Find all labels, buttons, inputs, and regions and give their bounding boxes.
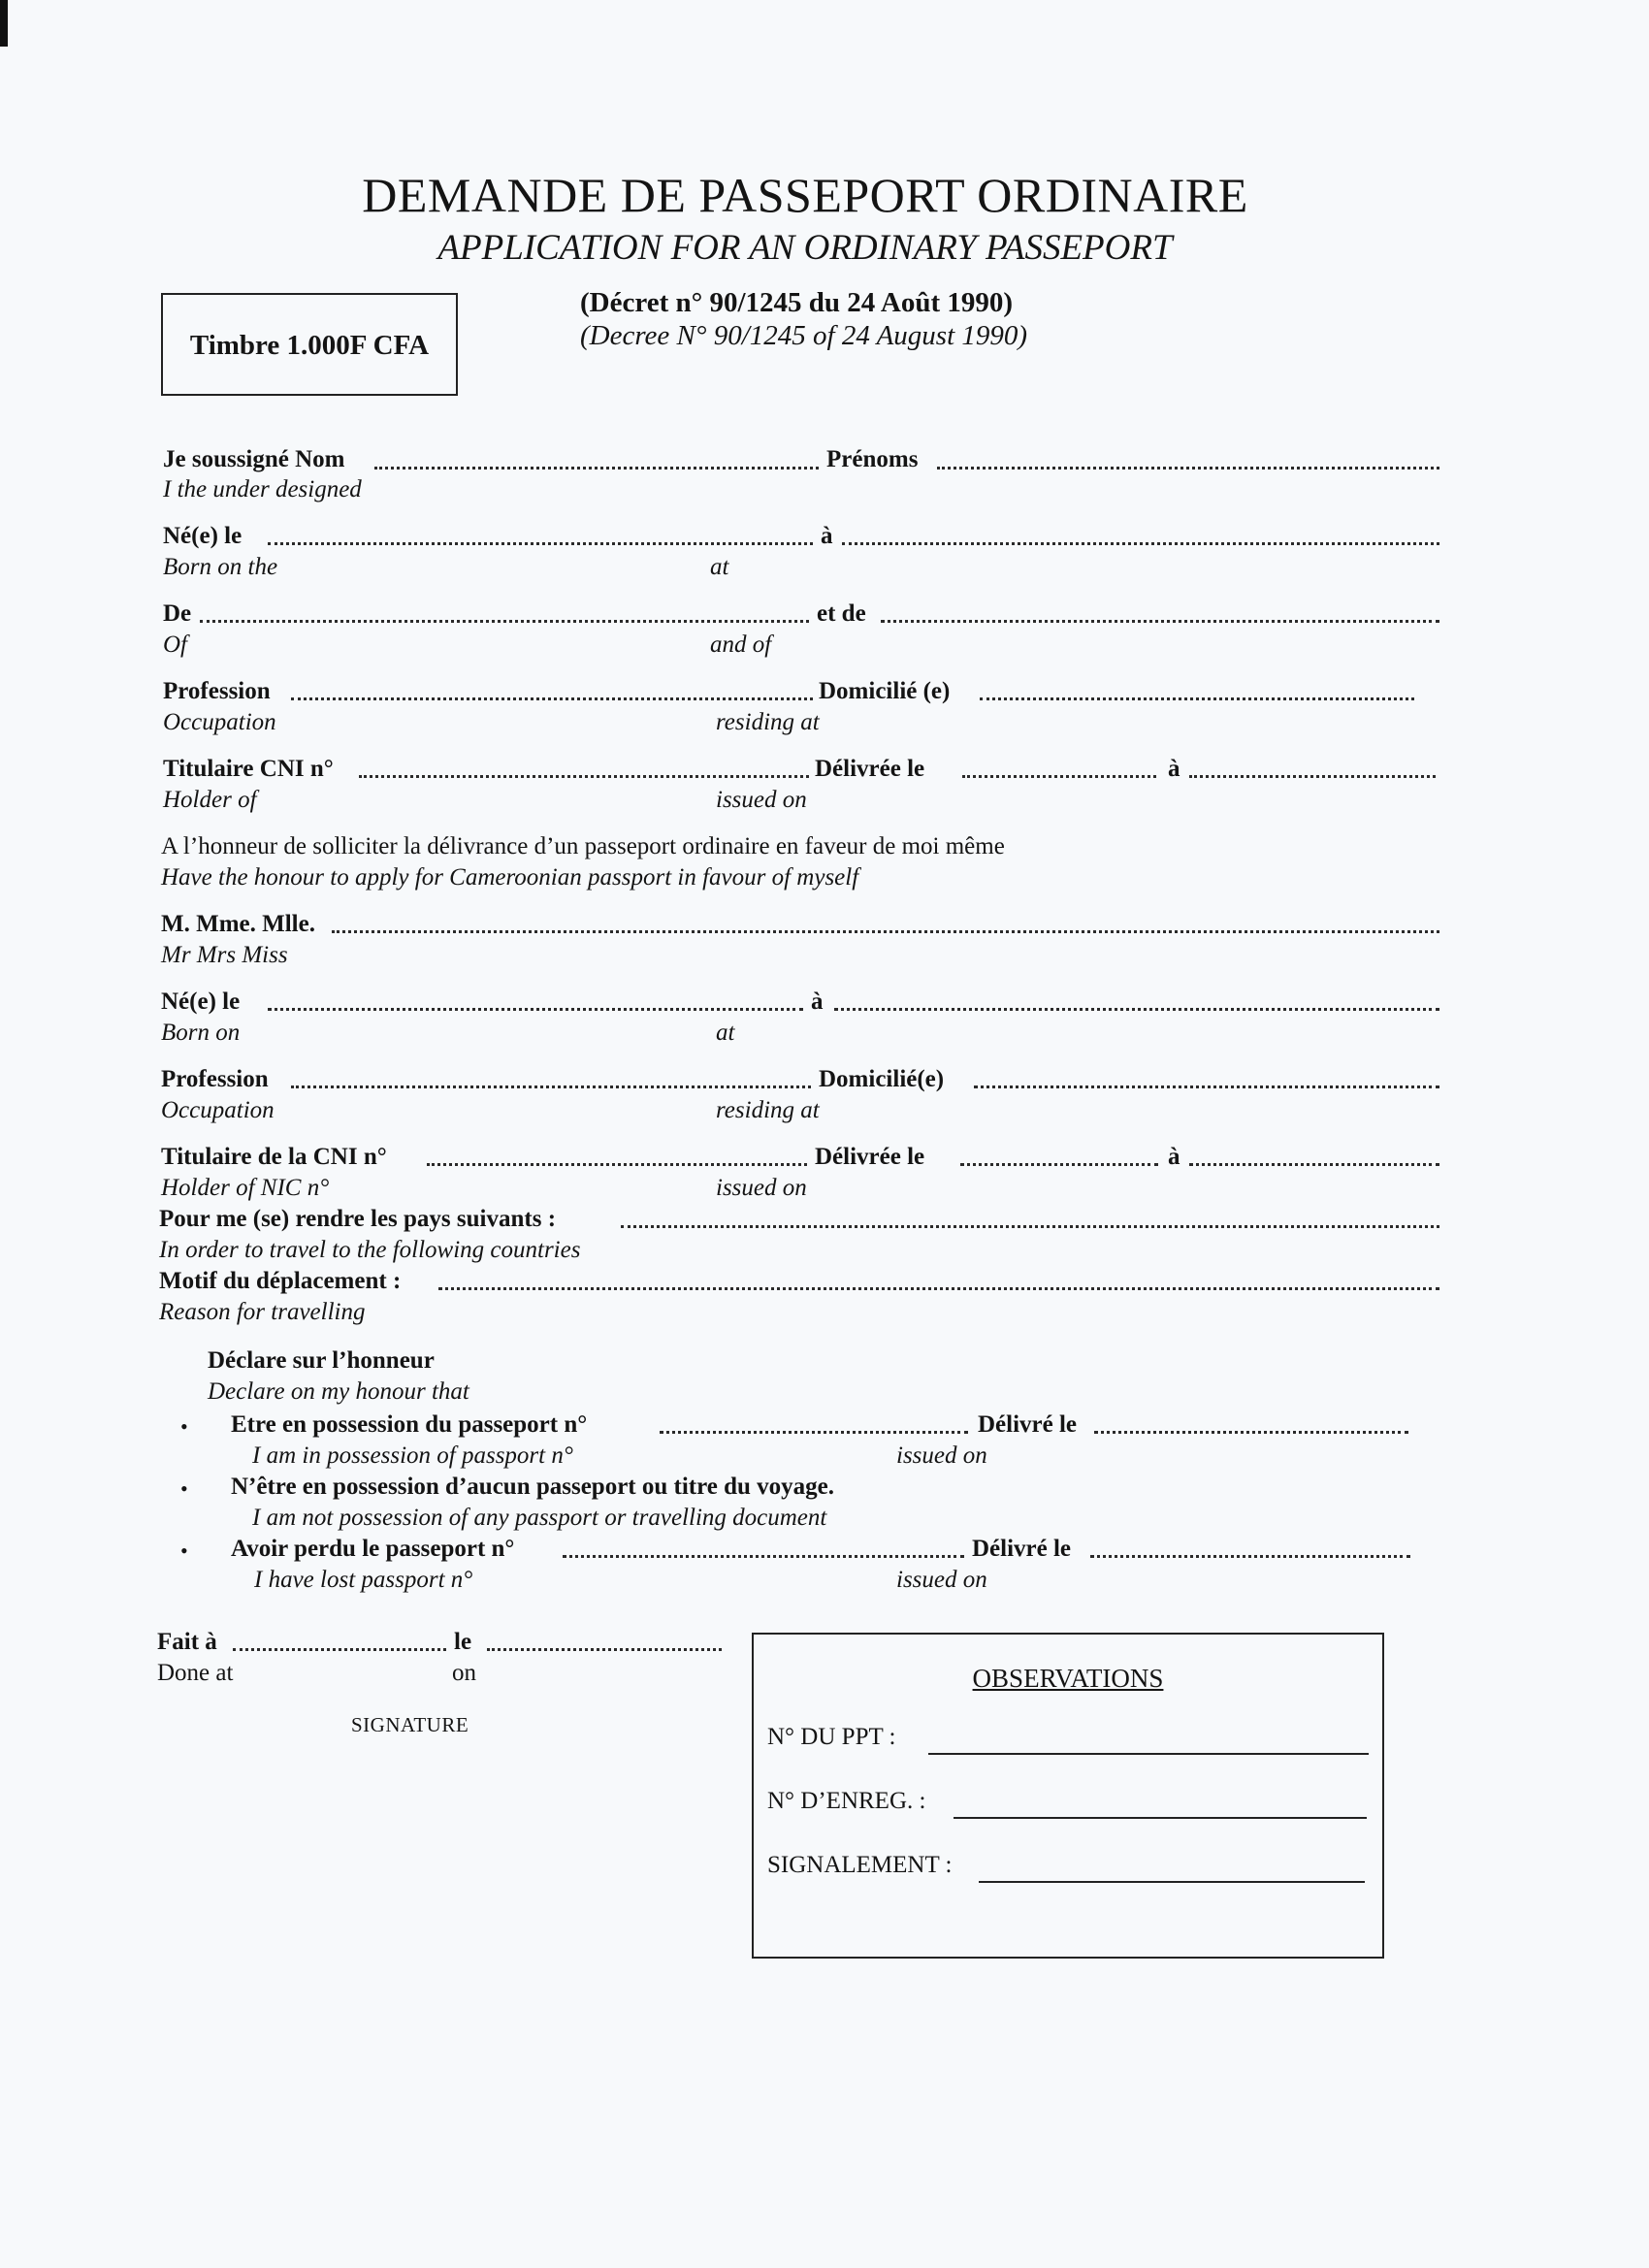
field-cni-issued-date[interactable] <box>962 775 1156 778</box>
label-beneficiary-cni: Titulaire de la CNI n° <box>161 1144 387 1170</box>
field-father[interactable] <box>200 620 809 623</box>
field-profession[interactable] <box>291 697 813 700</box>
label-beneficiary-domicile-en: residing at <box>716 1097 820 1123</box>
fiscal-stamp-box[interactable] <box>161 293 458 396</box>
label-cni-issued-en: issued on <box>716 787 807 813</box>
observations-title: OBSERVATIONS <box>972 1664 1164 1693</box>
declaration-item-no-passport: N’être en possession d’aucun passeport ou titre du voyage. <box>231 1474 835 1500</box>
label-domicile: Domicilié (e) <box>819 678 951 704</box>
label-father: De <box>163 600 192 627</box>
field-done-at-place[interactable] <box>233 1648 446 1651</box>
label-beneficiary-birth-place: à <box>811 988 824 1015</box>
field-lost-passport-number[interactable] <box>563 1555 964 1558</box>
field-beneficiary-birth-place[interactable] <box>834 1008 1439 1011</box>
label-birth-date-en: Born on the <box>163 554 278 580</box>
label-current-passport-issued-en: issued on <box>896 1442 987 1469</box>
label-passport-number: N° DU PPT : <box>767 1724 896 1750</box>
bullet-marker: • <box>180 1414 188 1439</box>
label-beneficiary-title: M. Mme. Mlle. <box>161 911 315 937</box>
label-beneficiary-domicile: Domicilié(e) <box>819 1066 945 1092</box>
field-beneficiary-birth-date[interactable] <box>268 1008 803 1011</box>
label-beneficiary-cni-issued: Délivrée le <box>815 1144 925 1170</box>
label-domicile-en: residing at <box>716 709 820 735</box>
field-domicile[interactable] <box>980 697 1414 700</box>
label-mother-en: and of <box>710 632 772 658</box>
label-beneficiary-birth-place-en: at <box>716 1020 735 1046</box>
label-mother: et de <box>817 600 866 627</box>
form-title: DEMANDE DE PASSEPORT ORDINAIRE <box>362 168 1248 222</box>
declaration-item-possession-en: I am in possession of passport n° <box>252 1442 573 1469</box>
field-mother[interactable] <box>881 620 1439 623</box>
label-nom-en: I the under designed <box>163 476 362 502</box>
label-cni-en: Holder of <box>163 787 257 813</box>
bullet-marker: • <box>180 1476 188 1501</box>
field-beneficiary-domicile[interactable] <box>974 1085 1439 1088</box>
label-destination-countries: Pour me (se) rendre les pays suivants : <box>159 1206 557 1232</box>
scan-edge-mark <box>0 0 8 47</box>
field-travel-reason[interactable] <box>438 1287 1439 1290</box>
label-destination-countries-en: In order to travel to the following countries <box>159 1237 581 1263</box>
label-travel-reason-en: Reason for travelling <box>159 1299 366 1325</box>
decree-reference-fr: (Décret n° 90/1245 du 24 Août 1990) <box>580 287 1014 318</box>
request-statement-fr: A l’honneur de solliciter la délivrance d’un passeport ordinaire en faveur de moi même <box>161 833 1005 859</box>
label-profession: Profession <box>163 678 271 704</box>
signature-label: SIGNATURE <box>351 1713 469 1736</box>
field-beneficiary-cni-number[interactable] <box>427 1163 807 1166</box>
field-lost-passport-issued-date[interactable] <box>1090 1555 1410 1558</box>
label-birth-place-en: at <box>710 554 729 580</box>
field-beneficiary-cni-issued-date[interactable] <box>960 1163 1158 1166</box>
field-nom[interactable] <box>374 467 819 470</box>
label-lost-passport-issued: Délivré le <box>972 1536 1072 1562</box>
label-beneficiary-cni-issued-en: issued on <box>716 1175 807 1201</box>
label-cni-issued: Délivrée le <box>815 756 925 782</box>
field-birth-date[interactable] <box>268 542 813 545</box>
label-current-passport-issued: Délivré le <box>978 1411 1078 1438</box>
label-beneficiary-cni-issued-place: à <box>1168 1144 1180 1170</box>
field-done-on-date[interactable] <box>487 1648 722 1651</box>
field-beneficiary-name[interactable] <box>332 930 1439 933</box>
observations-box <box>752 1633 1384 1959</box>
label-cni-issued-place: à <box>1168 756 1180 782</box>
field-passport-number[interactable] <box>928 1753 1369 1755</box>
field-destination-countries[interactable] <box>621 1225 1439 1228</box>
label-lost-passport-issued-en: issued on <box>896 1567 987 1593</box>
field-beneficiary-profession[interactable] <box>291 1085 811 1088</box>
label-beneficiary-cni-en: Holder of NIC n° <box>161 1175 330 1201</box>
label-birth-place: à <box>821 523 833 549</box>
request-statement-en: Have the honour to apply for Cameroonian passport in favour of myself <box>161 864 859 891</box>
declaration-item-possession: Etre en possession du passeport n° <box>231 1411 588 1438</box>
field-current-passport-number[interactable] <box>660 1431 968 1434</box>
declaration-item-lost-passport-en: I have lost passport n° <box>254 1567 473 1593</box>
field-cni-number[interactable] <box>359 775 809 778</box>
field-cni-issued-place[interactable] <box>1189 775 1436 778</box>
label-registration-number: N° D’ENREG. : <box>767 1788 926 1814</box>
field-birth-place[interactable] <box>842 542 1439 545</box>
field-beneficiary-cni-issued-place[interactable] <box>1189 1163 1439 1166</box>
field-registration-number[interactable] <box>954 1817 1367 1819</box>
label-beneficiary-title-en: Mr Mrs Miss <box>161 942 288 968</box>
label-beneficiary-birth-date: Né(e) le <box>161 988 241 1015</box>
label-done-at: Fait à <box>157 1629 217 1655</box>
field-current-passport-issued-date[interactable] <box>1094 1431 1408 1434</box>
label-nom: Je soussigné Nom <box>163 446 345 472</box>
label-father-en: Of <box>163 632 187 658</box>
decree-reference-en: (Decree N° 90/1245 of 24 August 1990) <box>580 320 1028 351</box>
stamp-label: Timbre 1.000F CFA <box>189 330 430 361</box>
label-beneficiary-profession: Profession <box>161 1066 269 1092</box>
label-beneficiary-profession-en: Occupation <box>161 1097 275 1123</box>
label-done-on: le <box>454 1629 472 1655</box>
label-cni: Titulaire CNI n° <box>163 756 334 782</box>
form-subtitle: APPLICATION FOR AN ORDINARY PASSEPORT <box>437 228 1173 268</box>
label-done-at-en: Done at <box>157 1660 234 1686</box>
label-done-on-en: on <box>452 1660 476 1686</box>
field-description[interactable] <box>979 1881 1365 1883</box>
label-travel-reason: Motif du déplacement : <box>159 1268 402 1294</box>
bullet-marker: • <box>180 1539 188 1563</box>
label-beneficiary-birth-date-en: Born on <box>161 1020 241 1046</box>
label-description: SIGNALEMENT : <box>767 1852 953 1878</box>
declaration-item-no-passport-en: I am not possession of any passport or travelling document <box>252 1505 827 1531</box>
declaration-heading: Déclare sur l’honneur <box>208 1347 435 1374</box>
declaration-heading-en: Declare on my honour that <box>208 1378 469 1405</box>
label-birth-date: Né(e) le <box>163 523 242 549</box>
label-prenoms: Prénoms <box>826 446 919 472</box>
field-prenoms[interactable] <box>937 467 1439 470</box>
declaration-item-lost-passport: Avoir perdu le passeport n° <box>231 1536 515 1562</box>
label-profession-en: Occupation <box>163 709 276 735</box>
